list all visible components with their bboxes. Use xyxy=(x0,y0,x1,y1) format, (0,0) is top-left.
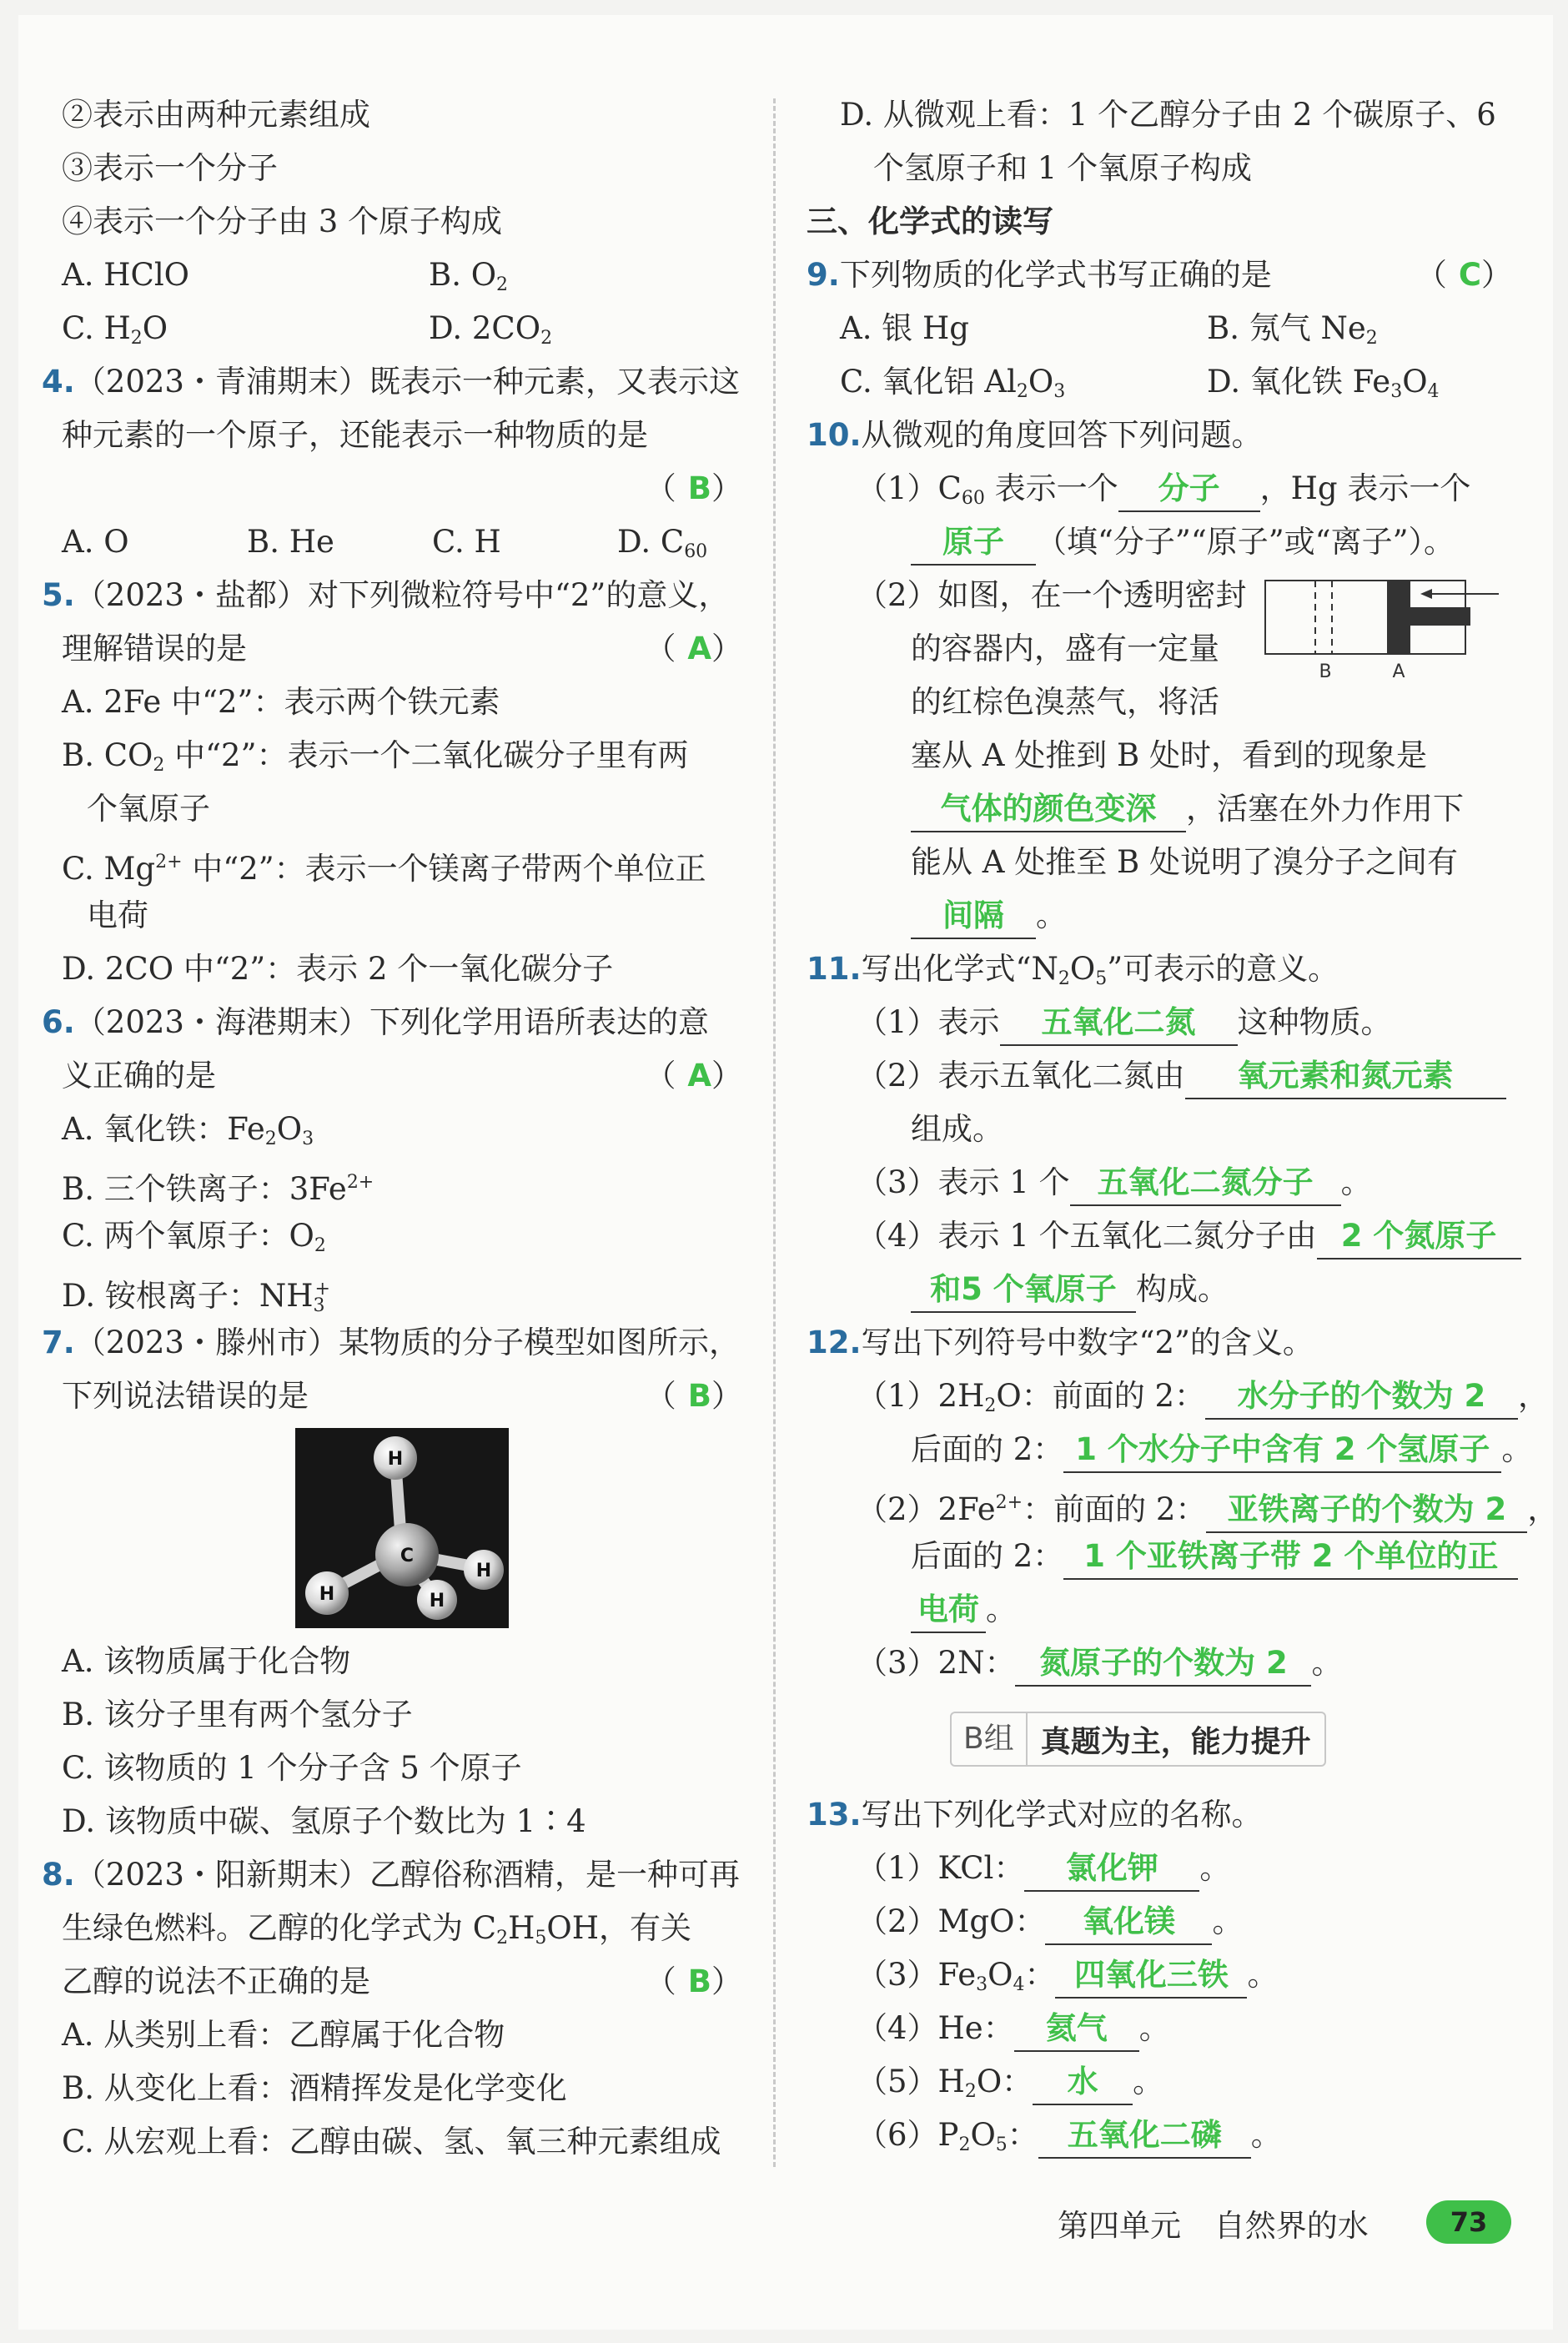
q13-blank6: 五氧化二磷 xyxy=(1038,2114,1251,2159)
q10-blank1: 分子 xyxy=(1118,467,1260,512)
q5-answer: （A） xyxy=(645,631,754,666)
svg-text:A: A xyxy=(1392,661,1405,682)
q7-number: 7. xyxy=(42,1325,75,1360)
q3-option-b: B. $O_2$ xyxy=(429,257,509,295)
piston-container-figure xyxy=(1257,576,1507,684)
q10-blank4: 间隔 xyxy=(911,894,1036,939)
q12-number: 12. xyxy=(807,1325,862,1360)
q11-blank2: 氧元素和氮元素 xyxy=(1185,1054,1506,1099)
q6-option-d: D. 铵根离子：$NH_3^+$ xyxy=(62,1278,330,1316)
q7-option-d: D. 该物质中碳、氢原子个数比为 1∶4 xyxy=(62,1803,586,1839)
page-footer xyxy=(1058,2200,1369,2245)
q12-blank2: 1 个水分子中含有 2 个氢原子 xyxy=(1063,1428,1501,1473)
q13-blank4: 氦气 xyxy=(1014,2007,1139,2052)
methane-molecule-image xyxy=(295,1428,509,1628)
q7-option-a: A. 该物质属于化合物 xyxy=(62,1643,351,1679)
q12-blank1: 水分子的个数为 2 xyxy=(1205,1375,1518,1420)
right-column: D. 从微观上看：1 个乙醇分子由 2 个碳原子、6 个氢原子和 1 个氧原子构成 三、化学式的读写 9.下列物质的化学式书写正确的是 （C） A. 银 Hg B. 氖气 $Ne_2$ C. 氧化铝 $Al_2O_3$ D. 氧化铁 $Fe_3O_4$ 10.从微观的角度回答下列问题。 $(1)C_{60}$ 表示一个 分子 ，Hg 表示一个 原子 （填“分子”“原子”或“离子”）。 （2）如图，在一个透明密封 的容器内，盛有一定量 的红棕色溴蒸气，将活 B A 塞从 A 处推到 B 处时，看到的现象是 气体的颜色变深 ，活塞在外力作用下 能从 A 处推至 B 处说明了溴分子之间有 间隔 。 11.写出化学式“$N_2O_5$”可表示的意义。 （1）表示 五氧化二氮 这种物质。 （2）表示五氧化二氮由 氧元素和氮元素 组成。 （3）表示 1 个 五氧化二氮分子 。 （4）表示 1 个五氧化二氮分子由 2 个氮原子 和5 个氧原子 构成。 12.写出下列符号中数字“2”的含义。 $(1)2H_2O$：前面的 2： 水分子的个数为 2 ， 后面的 2： 1 个水分子中含有 2 个氢原子 。 $(2)2Fe^{2+}$：前面的 2： 亚铁离子的个数为 2 ， 后面的 2： 1 个亚铁离子带 2 个单位的正 电荷 。 （3）2N： 氮原子的个数为 2 。 B组 真题为主，能力提升 13.写出下列化学式对应的名称。 （1）KCl： 氯化钾 。 （2）MgO： 氧化镁 。 $(3)Fe_3O_4$： 四氧化三铁 。 （4）He： 氦气 。 $(5)H_2O$： 水 。 $(6)P_2O_5$： 五氧化二磷 。 xyxy=(807,88,1524,2162)
q10-blank3: 气体的颜色变深 xyxy=(911,787,1186,832)
q10-part1: $(1)C_{60}$ 表示一个 分子 ，Hg 表示一个 xyxy=(807,462,1524,515)
q8-option-b: B. 从变化上看：酒精挥发是化学变化 xyxy=(62,2070,567,2106)
q10-number: 10. xyxy=(807,417,862,453)
q11-number: 11. xyxy=(807,951,862,987)
q12-blank3: 亚铁离子的个数为 2 xyxy=(1206,1488,1527,1533)
group-b-banner: B组 真题为主，能力提升 xyxy=(950,1712,1326,1767)
q5-stem-line1: 5.（2023・盐都）对下列微粒符号中“2”的意义， xyxy=(42,577,730,613)
q3-item-3: ③表示一个分子 xyxy=(62,150,278,186)
q11-stem: 11.写出化学式“$N_2O_5$”可表示的意义。 xyxy=(807,951,1339,989)
page-number-badge: 73 xyxy=(1426,2200,1511,2244)
q6-option-b: B. 三个铁离子：$3Fe^{2+}$ xyxy=(62,1171,374,1207)
q4-stem-line1: 4.（2023・青浦期末）既表示一种元素，又表示这 xyxy=(42,364,740,400)
svg-text:C: C xyxy=(400,1546,415,1566)
q9-answer: （C） xyxy=(1415,257,1524,293)
q12-blank4: 1 个亚铁离子带 2 个单位的正 xyxy=(1063,1535,1518,1580)
q10-part2-block: （2）如图，在一个透明密封 的容器内，盛有一定量 的红棕色溴蒸气，将活 B A xyxy=(807,569,1524,729)
q13-blank3: 四氧化三铁 xyxy=(1055,1953,1247,1999)
q10-blank2: 原子 xyxy=(911,520,1036,566)
left-column xyxy=(42,88,754,2169)
q5-option-c: C. $Mg^{2+}$ 中“2”：表示一个镁离子带两个单位正 xyxy=(62,851,706,887)
workbook-page xyxy=(18,15,1559,2330)
q12-blank4-cont: 电荷 xyxy=(911,1588,986,1633)
footer-unit: 第四单元 xyxy=(1058,2208,1181,2244)
q3-item-2: ②表示由两种元素组成 xyxy=(62,97,370,133)
q7-option-b: B. 该分子里有两个氢分子 xyxy=(62,1697,413,1732)
q6-number: 6. xyxy=(42,1004,75,1040)
q4-answer-line xyxy=(62,462,754,515)
q13-stem: 13.写出下列化学式对应的名称。 xyxy=(807,1797,1263,1833)
q5-option-d: D. 2CO 中“2”：表示 2 个一氧化碳分子 xyxy=(62,951,614,987)
q11-blank1: 五氧化二氮 xyxy=(1000,1001,1238,1046)
q7-answer: （B） xyxy=(645,1378,754,1414)
q11-blank4-cont: 和5 个氧原子 xyxy=(911,1268,1136,1313)
q10-part1-cont: 原子 （填“分子”“原子”或“离子”）。 xyxy=(807,515,1524,569)
q9-options-cd: C. 氧化铝 $Al_2O_3$ D. 氧化铁 $Fe_3O_4$ xyxy=(840,364,1440,402)
q5-stem-line2: 理解错误的是 （A） xyxy=(62,622,754,676)
q4-answer: （B） xyxy=(645,470,754,506)
q7-stem-line2: 下列说法错误的是 （B） xyxy=(62,1370,754,1423)
svg-text:H: H xyxy=(429,1591,445,1611)
q5-option-a: A. 2Fe 中“2”：表示两个铁元素 xyxy=(62,684,500,720)
q8-number: 8. xyxy=(42,1857,75,1893)
q8-option-d: D. 从微观上看：1 个乙醇分子由 2 个碳原子、6 xyxy=(840,97,1496,133)
molecule-svg xyxy=(295,1428,509,1628)
q3-option-c: C. $H_2O$ xyxy=(62,310,168,349)
q3-option-d: D. $2CO_2$ xyxy=(429,310,553,349)
footer-title: 自然界的水 xyxy=(1214,2208,1369,2244)
q9-number: 9. xyxy=(807,257,840,293)
q5-option-c-cont: 电荷 xyxy=(87,897,148,933)
q5-option-b: B. $CO_2$ 中“2”：表示一个二氧化碳分子里有两 xyxy=(62,737,689,776)
q6-stem-line2: 义正确的是 （A） xyxy=(62,1049,754,1103)
q8-stem-line1: 8.（2023・阳新期末）乙醇俗称酒精，是一种可再 xyxy=(42,1857,740,1893)
svg-text:H: H xyxy=(475,1561,492,1581)
q13-blank5: 水 xyxy=(1033,2060,1133,2105)
q5-number: 5. xyxy=(42,577,75,613)
q6-option-a: A. 氧化铁：$Fe_2O_3$ xyxy=(62,1111,314,1149)
q9-stem: 9.下列物质的化学式书写正确的是 （C） xyxy=(807,249,1524,302)
q12-stem: 12.写出下列符号中数字“2”的含义。 xyxy=(807,1325,1314,1360)
q4-number: 4. xyxy=(42,364,75,400)
q13-blank1: 氯化钾 xyxy=(1024,1847,1199,1892)
q6-stem-line1: 6.（2023・海港期末）下列化学用语所表达的意 xyxy=(42,1004,709,1040)
q6-option-c: C. 两个氧原子：$O_2$ xyxy=(62,1218,326,1256)
q3-options-ab xyxy=(62,249,754,302)
q13-blank2: 氧化镁 xyxy=(1045,1900,1212,1945)
q8-answer: （B） xyxy=(645,1963,754,1999)
q4-stem-line2: 种元素的一个原子，还能表示一种物质的是 xyxy=(62,417,648,453)
q8-stem-line2: 生绿色燃料。乙醇的化学式为 $C_2H_5OH$，有关 xyxy=(62,1910,691,1948)
q7-option-c: C. 该物质的 1 个分子含 5 个原子 xyxy=(62,1750,522,1786)
q10-stem: 10.从微观的角度回答下列问题。 xyxy=(807,417,1263,453)
q8-stem-line3: 乙醇的说法不正确的是 （B） xyxy=(62,1955,754,2009)
svg-text:H: H xyxy=(387,1449,404,1470)
q8-option-c: C. 从宏观上看：乙醇由碳、氢、氧三种元素组成 xyxy=(62,2124,721,2159)
q3-options-cd xyxy=(62,302,754,355)
q8-option-d-cont: 个氢原子和 1 个氧原子构成 xyxy=(873,150,1253,186)
svg-text:B: B xyxy=(1319,661,1332,682)
column-divider xyxy=(773,98,776,2167)
q8-option-a: A. 从类别上看：乙醇属于化合物 xyxy=(62,2017,505,2053)
q3-item-4: ④表示一个分子由 3 个原子构成 xyxy=(62,204,503,239)
section-heading: 三、化学式的读写 xyxy=(807,204,1053,239)
q13-number: 13. xyxy=(807,1797,862,1833)
q6-answer: （A） xyxy=(645,1058,754,1094)
q5-option-b-cont: 个氧原子 xyxy=(87,791,210,827)
q11-blank4: 2 个氮原子 xyxy=(1317,1214,1521,1259)
q3-option-a: A. HClO xyxy=(62,257,189,293)
svg-text:H: H xyxy=(319,1584,335,1605)
q4-options: A. O B. He C. H D. $C_{60}$ xyxy=(62,524,708,562)
q11-blank3: 五氧化二氮分子 xyxy=(1070,1161,1341,1206)
q12-blank5: 氮原子的个数为 2 xyxy=(1015,1642,1311,1687)
q9-options-ab: A. 银 Hg B. 氖气 $Ne_2$ xyxy=(840,310,1378,349)
q7-stem-line1: 7.（2023・滕州市）某物质的分子模型如图所示， xyxy=(42,1325,740,1360)
